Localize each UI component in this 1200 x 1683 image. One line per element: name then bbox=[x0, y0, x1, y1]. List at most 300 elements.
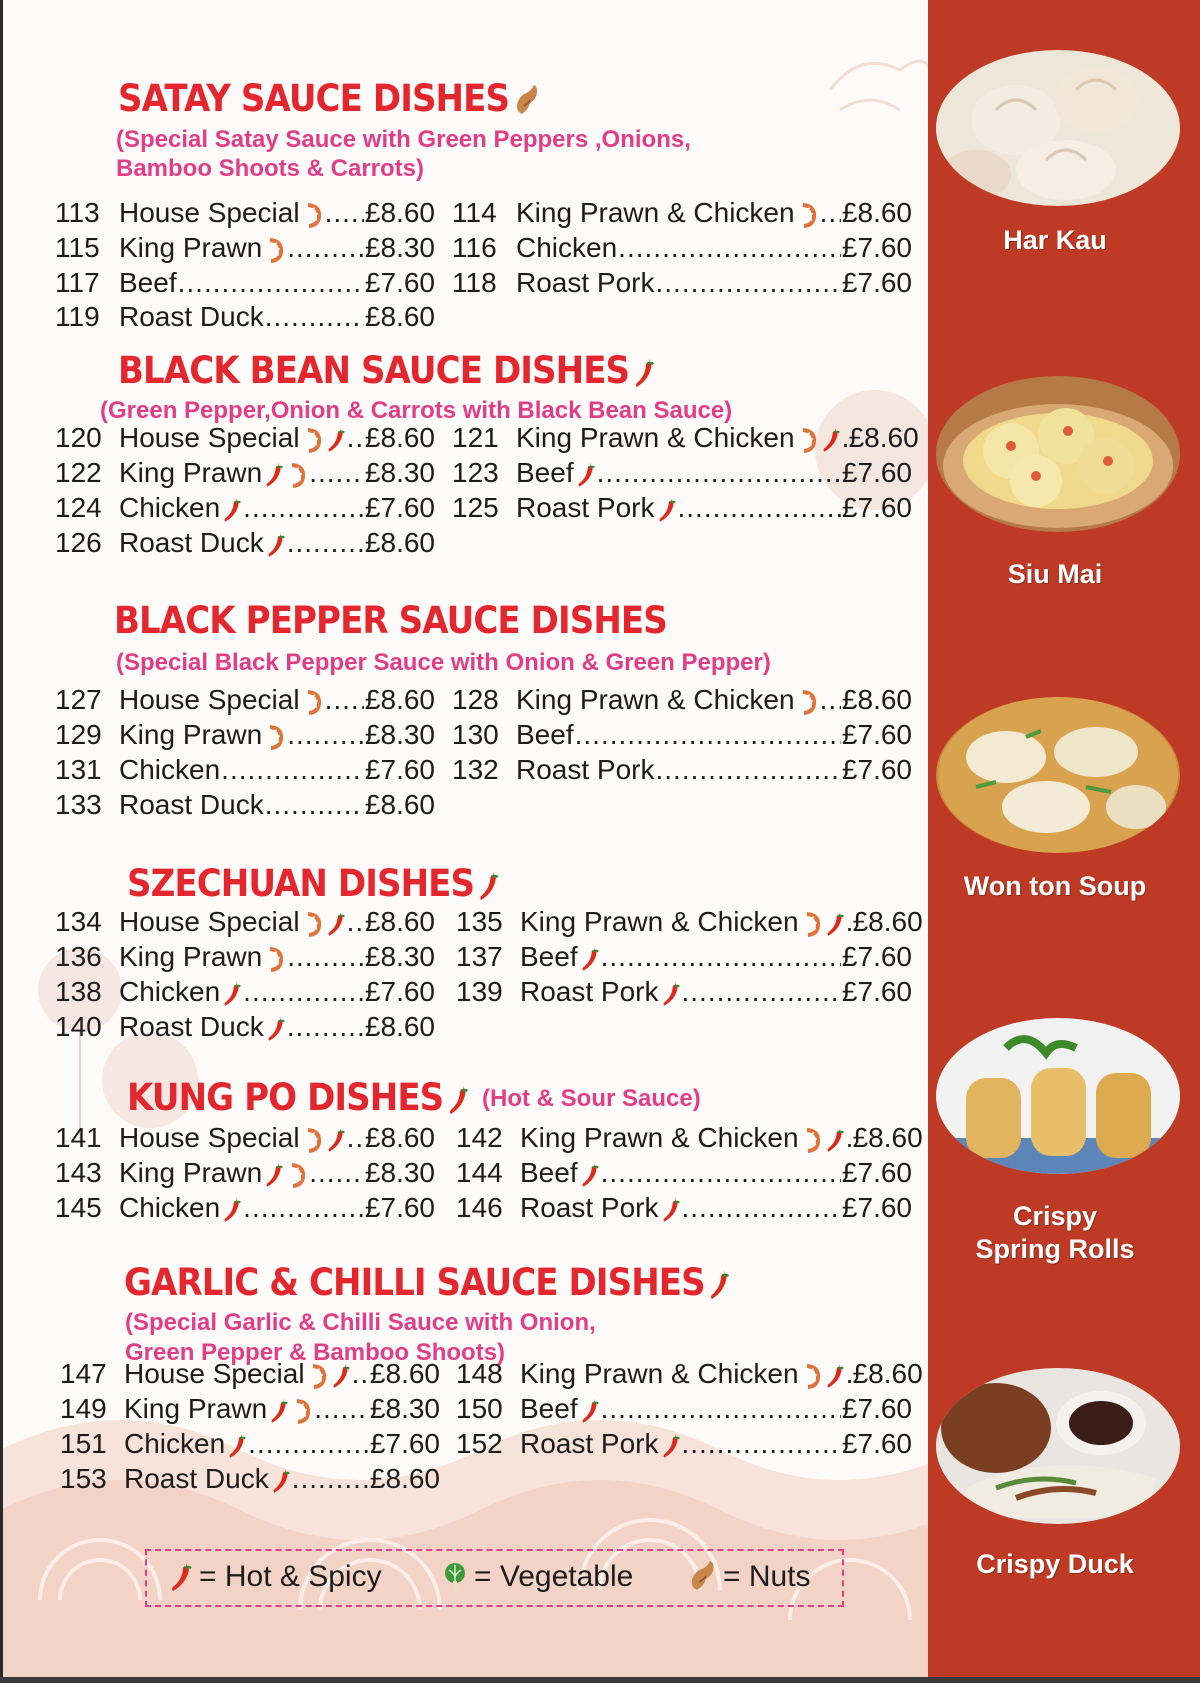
item-price: £8.60 bbox=[369, 1358, 440, 1389]
chilli-icon bbox=[661, 1195, 681, 1225]
menu-item bbox=[60, 1392, 440, 1426]
item-number: 142 bbox=[456, 1122, 503, 1153]
dot-leader bbox=[178, 266, 364, 300]
item-icon bbox=[580, 944, 600, 974]
section-subtitle: (Special Satay Sauce with Green Peppers ,Onions, bbox=[116, 126, 691, 153]
section-subtitle: Green Pepper & Bamboo Shoots) bbox=[125, 1339, 506, 1366]
prawn-icon bbox=[801, 1361, 823, 1391]
item-icon bbox=[291, 1396, 313, 1426]
item-price: £8.60 bbox=[364, 1011, 435, 1042]
item-icon bbox=[264, 460, 284, 490]
menu-item bbox=[452, 231, 912, 265]
chilli-icon bbox=[657, 495, 677, 525]
item-price: £7.60 bbox=[841, 1428, 912, 1459]
item-number: 152 bbox=[456, 1428, 503, 1459]
dot-leader bbox=[287, 718, 364, 752]
menu-item bbox=[55, 718, 435, 752]
item-price: £7.60 bbox=[841, 941, 912, 972]
menu-item bbox=[456, 905, 923, 939]
dot-leader bbox=[601, 1156, 841, 1190]
page-edge bbox=[0, 0, 3, 1683]
prawn-icon bbox=[264, 235, 286, 265]
menu-item bbox=[55, 1121, 435, 1155]
dot-leader bbox=[287, 526, 364, 560]
item-number: 126 bbox=[55, 527, 102, 558]
item-icon bbox=[657, 495, 677, 525]
item-name: Beef bbox=[119, 267, 177, 298]
menu-item bbox=[55, 231, 435, 265]
dot-leader bbox=[682, 1191, 841, 1225]
item-number: 136 bbox=[55, 941, 102, 972]
legend-label: = Hot & Spicy bbox=[199, 1560, 382, 1593]
item-icon bbox=[331, 1361, 351, 1391]
item-name: King Prawn & Chicken bbox=[516, 684, 795, 715]
dot-leader bbox=[325, 683, 364, 717]
item-name: Chicken bbox=[516, 232, 618, 263]
item-price: £7.60 bbox=[841, 1192, 912, 1223]
item-name: Beef bbox=[520, 941, 578, 972]
item-price: £8.60 bbox=[364, 1122, 435, 1153]
dot-leader bbox=[243, 975, 364, 1009]
item-number: 144 bbox=[456, 1157, 503, 1188]
item-price: £7.60 bbox=[364, 267, 435, 298]
prawn-icon bbox=[801, 909, 823, 939]
menu-item bbox=[55, 753, 435, 787]
section-title: BLACK BEAN SAUCE DISHES bbox=[118, 350, 655, 392]
chilli-icon bbox=[326, 1125, 346, 1155]
photo-caption: Won ton Soup bbox=[963, 871, 1147, 901]
item-name: Roast Duck bbox=[119, 1011, 264, 1042]
item-number: 120 bbox=[55, 422, 102, 453]
item-number: 134 bbox=[55, 906, 102, 937]
section-title: GARLIC & CHILLI SAUCE DISHES bbox=[124, 1262, 730, 1304]
menu-item bbox=[456, 1392, 912, 1426]
menu-item bbox=[55, 1010, 435, 1044]
item-price: £7.60 bbox=[841, 1157, 912, 1188]
chilli-icon bbox=[264, 1160, 284, 1190]
item-price: £7.60 bbox=[369, 1428, 440, 1459]
item-number: 117 bbox=[55, 267, 100, 298]
item-name: Roast Duck bbox=[124, 1463, 269, 1494]
item-number: 130 bbox=[452, 719, 499, 750]
item-name: King Prawn bbox=[119, 1157, 263, 1188]
chilli-icon bbox=[580, 1160, 600, 1190]
item-price: £8.60 bbox=[852, 1122, 923, 1153]
item-price: £8.60 bbox=[364, 906, 435, 937]
item-name: King Prawn & Chicken bbox=[520, 906, 799, 937]
menu-item bbox=[452, 753, 912, 787]
crispy-duck-photo bbox=[936, 1368, 1180, 1524]
item-number: 122 bbox=[55, 457, 102, 488]
item-icon bbox=[326, 1125, 346, 1155]
prawn-icon bbox=[302, 425, 324, 455]
item-icon bbox=[302, 1125, 324, 1155]
dot-leader bbox=[309, 456, 364, 490]
section-subtitle: (Special Black Pepper Sauce with Onion & Green Pepper) bbox=[116, 649, 771, 676]
menu-item bbox=[55, 456, 435, 490]
item-name: King Prawn bbox=[124, 1393, 268, 1424]
item-number: 131 bbox=[55, 754, 102, 785]
item-number: 147 bbox=[60, 1358, 107, 1389]
item-name: Roast Pork bbox=[516, 492, 655, 523]
item-name: King Prawn & Chicken bbox=[520, 1122, 799, 1153]
section-subtitle: (Special Garlic & Chilli Sauce with Onion, bbox=[125, 1309, 596, 1336]
chilli-icon bbox=[580, 1396, 600, 1426]
legend-vegetable bbox=[442, 1559, 633, 1595]
prawn-icon bbox=[797, 687, 819, 717]
item-number: 141 bbox=[55, 1122, 102, 1153]
item-icon bbox=[227, 1431, 247, 1461]
prawn-icon bbox=[302, 687, 324, 717]
section-subtitle: (Green Pepper,Onion & Carrots with Black Bean Sauce) bbox=[100, 397, 733, 424]
item-price: £8.60 bbox=[364, 789, 435, 820]
item-price: £7.60 bbox=[364, 1192, 435, 1223]
chilli-icon bbox=[821, 425, 841, 455]
menu-item bbox=[452, 266, 912, 300]
item-name: King Prawn bbox=[119, 232, 263, 263]
item-icon bbox=[801, 909, 823, 939]
item-number: 149 bbox=[60, 1393, 107, 1424]
won-ton-soup-photo bbox=[936, 697, 1180, 853]
photo-caption: Spring Rolls bbox=[975, 1234, 1135, 1264]
item-name: Roast Pork bbox=[520, 976, 659, 1007]
chilli-icon bbox=[661, 979, 681, 1009]
item-price: £7.60 bbox=[841, 457, 912, 488]
item-icon bbox=[264, 235, 286, 265]
item-name: House Special bbox=[119, 1122, 300, 1153]
menu-item bbox=[452, 196, 912, 230]
item-number: 146 bbox=[456, 1192, 503, 1223]
prawn-icon bbox=[797, 200, 819, 230]
menu-item bbox=[60, 1427, 440, 1461]
item-icon bbox=[286, 460, 308, 490]
menu-item bbox=[456, 940, 912, 974]
item-number: 119 bbox=[55, 301, 100, 332]
item-price: £8.60 bbox=[848, 422, 919, 453]
menu-item bbox=[452, 718, 912, 752]
chilli-icon bbox=[478, 869, 500, 903]
menu-item bbox=[55, 1156, 435, 1190]
dot-leader bbox=[347, 421, 364, 455]
photo-caption: Crispy bbox=[1012, 1201, 1098, 1231]
prawn-icon bbox=[302, 1125, 324, 1155]
menu-item bbox=[55, 491, 435, 525]
dot-leader bbox=[352, 1357, 369, 1391]
menu-item bbox=[452, 683, 912, 717]
item-name: Beef bbox=[516, 457, 574, 488]
menu-item bbox=[60, 1357, 440, 1391]
menu-item bbox=[456, 975, 912, 1009]
item-price: £8.60 bbox=[364, 684, 435, 715]
item-number: 135 bbox=[456, 906, 503, 937]
item-price: £8.30 bbox=[364, 457, 435, 488]
legend-label: = Vegetable bbox=[474, 1560, 634, 1593]
item-icon bbox=[661, 979, 681, 1009]
item-price: £8.60 bbox=[369, 1463, 440, 1494]
item-number: 148 bbox=[456, 1358, 503, 1389]
chilli-icon bbox=[825, 1361, 845, 1391]
chilli-icon bbox=[264, 460, 284, 490]
item-icon bbox=[266, 1014, 286, 1044]
item-name: Roast Pork bbox=[516, 267, 655, 298]
item-name: House Special bbox=[119, 197, 300, 228]
dot-leader bbox=[846, 905, 852, 939]
item-name: House Special bbox=[119, 906, 300, 937]
item-name: Chicken bbox=[124, 1428, 226, 1459]
legend-hot-spicy bbox=[169, 1559, 382, 1595]
item-number: 114 bbox=[452, 197, 497, 228]
item-price: £7.60 bbox=[364, 492, 435, 523]
item-number: 143 bbox=[55, 1157, 102, 1188]
photo-caption: Siu Mai bbox=[1007, 559, 1103, 589]
item-price: £8.30 bbox=[364, 719, 435, 750]
item-number: 118 bbox=[452, 267, 497, 298]
item-icon bbox=[326, 425, 346, 455]
item-price: £8.60 bbox=[364, 422, 435, 453]
item-price: £8.60 bbox=[852, 906, 923, 937]
item-number: 132 bbox=[452, 754, 499, 785]
item-icon bbox=[576, 460, 596, 490]
dot-leader bbox=[601, 1392, 841, 1426]
item-name: King Prawn & Chicken bbox=[520, 1358, 799, 1389]
menu-item bbox=[55, 300, 435, 334]
item-icon bbox=[326, 909, 346, 939]
item-name: King Prawn bbox=[119, 941, 263, 972]
item-icon bbox=[580, 1160, 600, 1190]
chilli-icon bbox=[326, 425, 346, 455]
item-icon bbox=[222, 495, 242, 525]
item-price: £7.60 bbox=[841, 719, 912, 750]
item-price: £8.30 bbox=[369, 1393, 440, 1424]
prawn-icon bbox=[801, 1125, 823, 1155]
dot-leader bbox=[325, 196, 364, 230]
dot-leader bbox=[292, 1462, 369, 1496]
chilli-icon bbox=[269, 1396, 289, 1426]
dot-leader bbox=[287, 1010, 364, 1044]
item-name: Beef bbox=[516, 719, 574, 750]
item-number: 124 bbox=[55, 492, 102, 523]
prawn-icon bbox=[797, 425, 819, 455]
chilli-icon bbox=[331, 1361, 351, 1391]
menu-item bbox=[55, 788, 435, 822]
item-price: £8.60 bbox=[364, 197, 435, 228]
item-name: House Special bbox=[119, 684, 300, 715]
item-name: House Special bbox=[119, 422, 300, 453]
dot-leader bbox=[656, 753, 841, 787]
chilli-icon bbox=[266, 530, 286, 560]
item-name: Roast Pork bbox=[520, 1428, 659, 1459]
item-name: Chicken bbox=[119, 754, 221, 785]
item-name: King Prawn bbox=[119, 719, 263, 750]
prawn-icon bbox=[307, 1361, 329, 1391]
item-price: £7.60 bbox=[841, 754, 912, 785]
item-icon bbox=[302, 200, 324, 230]
item-price: £8.30 bbox=[364, 941, 435, 972]
menu-item bbox=[55, 526, 435, 560]
dot-leader bbox=[221, 753, 364, 787]
dot-leader bbox=[820, 683, 841, 717]
item-number: 127 bbox=[55, 684, 102, 715]
photo-caption: Crispy Duck bbox=[976, 1549, 1134, 1579]
menu-item bbox=[456, 1427, 912, 1461]
item-icon bbox=[661, 1431, 681, 1461]
item-icon bbox=[269, 1396, 289, 1426]
item-number: 116 bbox=[452, 232, 497, 263]
photo-caption: Har Kau bbox=[1003, 225, 1107, 255]
vegetable-icon bbox=[442, 1561, 468, 1593]
item-number: 125 bbox=[452, 492, 499, 523]
item-icon bbox=[302, 425, 324, 455]
prawn-icon bbox=[286, 1160, 308, 1190]
prawn-icon bbox=[291, 1396, 313, 1426]
menu-item bbox=[55, 196, 435, 230]
dot-leader bbox=[287, 940, 364, 974]
prawn-icon bbox=[302, 200, 324, 230]
item-price: £7.60 bbox=[841, 232, 912, 263]
item-price: £8.30 bbox=[364, 1157, 435, 1188]
nuts-icon bbox=[687, 1560, 717, 1594]
menu-item bbox=[452, 491, 912, 525]
item-icon bbox=[825, 909, 845, 939]
section-title: SATAY SAUCE DISHES bbox=[118, 78, 540, 120]
item-icon bbox=[801, 1361, 823, 1391]
dot-leader bbox=[682, 1427, 841, 1461]
item-name: Chicken bbox=[119, 976, 221, 1007]
menu-item bbox=[456, 1156, 912, 1190]
item-icon bbox=[661, 1195, 681, 1225]
dot-leader bbox=[678, 491, 841, 525]
item-price: £7.60 bbox=[364, 754, 435, 785]
menu-item bbox=[55, 421, 435, 455]
item-name: House Special bbox=[124, 1358, 305, 1389]
item-number: 137 bbox=[456, 941, 503, 972]
item-icon bbox=[222, 1195, 242, 1225]
item-price: £8.30 bbox=[364, 232, 435, 263]
item-price: £7.60 bbox=[364, 976, 435, 1007]
item-icon bbox=[264, 722, 286, 752]
menu-item bbox=[55, 975, 435, 1009]
chilli-icon bbox=[708, 1268, 730, 1302]
nuts-icon bbox=[513, 84, 541, 118]
item-icon bbox=[797, 687, 819, 717]
item-number: 121 bbox=[452, 422, 499, 453]
item-price: £8.60 bbox=[852, 1358, 923, 1389]
item-icon bbox=[264, 944, 286, 974]
dot-leader bbox=[265, 300, 364, 334]
item-icon bbox=[222, 979, 242, 1009]
item-number: 133 bbox=[55, 789, 102, 820]
dot-leader bbox=[575, 718, 841, 752]
item-number: 115 bbox=[55, 232, 100, 263]
har-kau-photo bbox=[936, 50, 1180, 206]
chilli-icon bbox=[271, 1466, 291, 1496]
dot-leader bbox=[243, 1191, 364, 1225]
item-number: 150 bbox=[456, 1393, 503, 1424]
item-icon bbox=[825, 1125, 845, 1155]
prawn-icon bbox=[286, 460, 308, 490]
item-number: 140 bbox=[55, 1011, 102, 1042]
chilli-icon bbox=[222, 1195, 242, 1225]
item-name: Roast Pork bbox=[516, 754, 655, 785]
item-icon bbox=[286, 1160, 308, 1190]
dot-leader bbox=[846, 1121, 852, 1155]
item-name: Chicken bbox=[119, 492, 221, 523]
chilli-icon bbox=[326, 909, 346, 939]
dot-leader bbox=[243, 491, 364, 525]
chilli-icon bbox=[222, 495, 242, 525]
item-price: £7.60 bbox=[841, 267, 912, 298]
dot-leader bbox=[820, 196, 841, 230]
item-name: Beef bbox=[520, 1393, 578, 1424]
item-icon bbox=[797, 425, 819, 455]
prawn-icon bbox=[302, 909, 324, 939]
chilli-icon bbox=[447, 1083, 469, 1117]
chilli-icon bbox=[227, 1431, 247, 1461]
item-icon bbox=[302, 909, 324, 939]
menu-item bbox=[456, 1121, 923, 1155]
item-number: 128 bbox=[452, 684, 499, 715]
item-name: King Prawn bbox=[119, 457, 263, 488]
item-icon bbox=[801, 1125, 823, 1155]
legend-label: = Nuts bbox=[723, 1560, 811, 1593]
item-name: Beef bbox=[520, 1157, 578, 1188]
menu-item bbox=[55, 1191, 435, 1225]
item-icon bbox=[797, 200, 819, 230]
menu-item bbox=[60, 1462, 440, 1496]
item-price: £7.60 bbox=[841, 492, 912, 523]
item-price: £8.60 bbox=[364, 527, 435, 558]
dot-leader bbox=[846, 1357, 852, 1391]
item-name: Roast Duck bbox=[119, 527, 264, 558]
item-name: Roast Duck bbox=[119, 789, 264, 820]
chilli-icon bbox=[825, 1125, 845, 1155]
item-icon bbox=[266, 530, 286, 560]
item-icon bbox=[302, 687, 324, 717]
item-number: 151 bbox=[60, 1428, 107, 1459]
item-price: £7.60 bbox=[841, 976, 912, 1007]
item-name: Roast Pork bbox=[520, 1192, 659, 1223]
item-number: 129 bbox=[55, 719, 102, 750]
item-icon bbox=[271, 1466, 291, 1496]
dot-leader bbox=[314, 1392, 369, 1426]
menu-item bbox=[452, 456, 912, 490]
dot-leader bbox=[265, 788, 364, 822]
dot-leader bbox=[347, 905, 364, 939]
item-number: 153 bbox=[60, 1463, 107, 1494]
chilli-icon bbox=[169, 1560, 193, 1594]
section-title: BLACK PEPPER SAUCE DISHES bbox=[114, 599, 667, 642]
item-number: 123 bbox=[452, 457, 499, 488]
section-title: KUNG PO DISHES bbox=[127, 1077, 469, 1119]
dot-leader bbox=[347, 1121, 364, 1155]
menu-item bbox=[55, 940, 435, 974]
item-name: Roast Duck bbox=[119, 301, 264, 332]
chilli-icon bbox=[633, 356, 655, 390]
menu-item bbox=[452, 421, 919, 455]
dot-leader bbox=[618, 231, 841, 265]
item-name: King Prawn & Chicken bbox=[516, 197, 795, 228]
chilli-icon bbox=[576, 460, 596, 490]
prawn-icon bbox=[264, 944, 286, 974]
dot-leader bbox=[656, 266, 841, 300]
dot-leader bbox=[309, 1156, 364, 1190]
dot-leader bbox=[287, 231, 364, 265]
chilli-icon bbox=[266, 1014, 286, 1044]
item-price: £8.60 bbox=[841, 684, 912, 715]
page-edge bbox=[0, 1677, 1200, 1683]
dot-leader bbox=[842, 421, 848, 455]
chilli-icon bbox=[222, 979, 242, 1009]
